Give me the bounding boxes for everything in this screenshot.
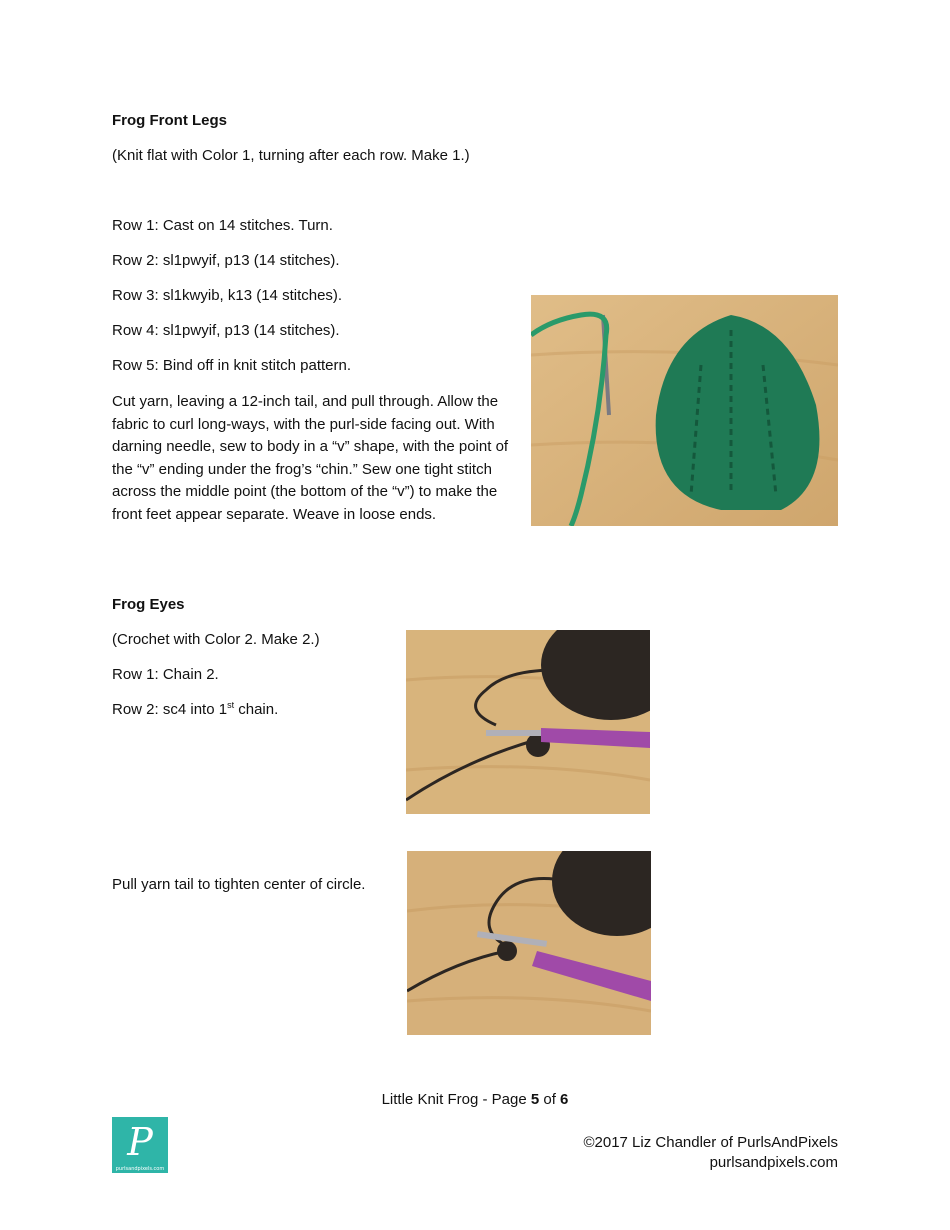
knit-leg-photo	[531, 295, 838, 526]
front-legs-row-5: Row 5: Bind off in knit stitch pattern.	[112, 357, 352, 374]
front-legs-finishing: Cut yarn, leaving a 12-inch tail, and pull through. Allow the fabric to curl long-ways, with the purl-side facing out. With darning needle, sew to body in a “v” shape, with the point of the “v” ending under the frog’s “chin.” Sew one tight stitch across the middle point (the bottom of the “v”) to make the front feet appear separate. Weave in loose ends.	[112, 393, 509, 523]
footer-page-total: 6	[560, 1091, 569, 1108]
crochet-circle-photo	[407, 851, 651, 1035]
eyes-intro: (Crochet with Color 2. Make 2.)	[112, 631, 320, 648]
eyes-row-2-suffix: chain.	[234, 701, 279, 718]
footer-of: of	[539, 1091, 561, 1108]
front-legs-row-3: Row 3: sl1kwyib, k13 (14 stitches).	[112, 287, 343, 304]
eyes-pull-text: Pull yarn tail to tighten center of circle.	[112, 876, 366, 893]
footer-copyright: ©2017 Liz Chandler of PurlsAndPixels	[583, 1134, 838, 1151]
logo-letter: P	[127, 1120, 153, 1164]
footer-credits	[583, 1133, 838, 1173]
footer-website[interactable]: purlsandpixels.com	[709, 1154, 838, 1171]
front-legs-row-4: Row 4: sl1pwyif, p13 (14 stitches).	[112, 322, 340, 339]
front-legs-heading: Frog Front Legs	[112, 112, 227, 129]
purlsandpixels-logo	[112, 1117, 168, 1173]
eyes-row-2-prefix: Row 2: sc4 into 1	[112, 701, 228, 718]
page-footer-title	[0, 1091, 950, 1108]
crochet-chain-photo	[406, 630, 650, 814]
eyes-row-2-sup: st	[227, 700, 235, 710]
eyes-heading: Frog Eyes	[112, 596, 185, 613]
footer-page-number: 5	[530, 1091, 540, 1108]
footer-title-prefix: Little Knit Frog - Page	[381, 1091, 531, 1108]
eyes-row-1: Row 1: Chain 2.	[112, 666, 219, 683]
front-legs-row-2: Row 2: sl1pwyif, p13 (14 stitches).	[112, 252, 340, 269]
logo-caption: purlsandpixels.com	[115, 1166, 165, 1172]
eyes-row-2	[112, 701, 278, 718]
front-legs-row-1: Row 1: Cast on 14 stitches. Turn.	[112, 217, 333, 234]
front-legs-intro: (Knit flat with Color 1, turning after each row. Make 1.)	[112, 147, 470, 164]
